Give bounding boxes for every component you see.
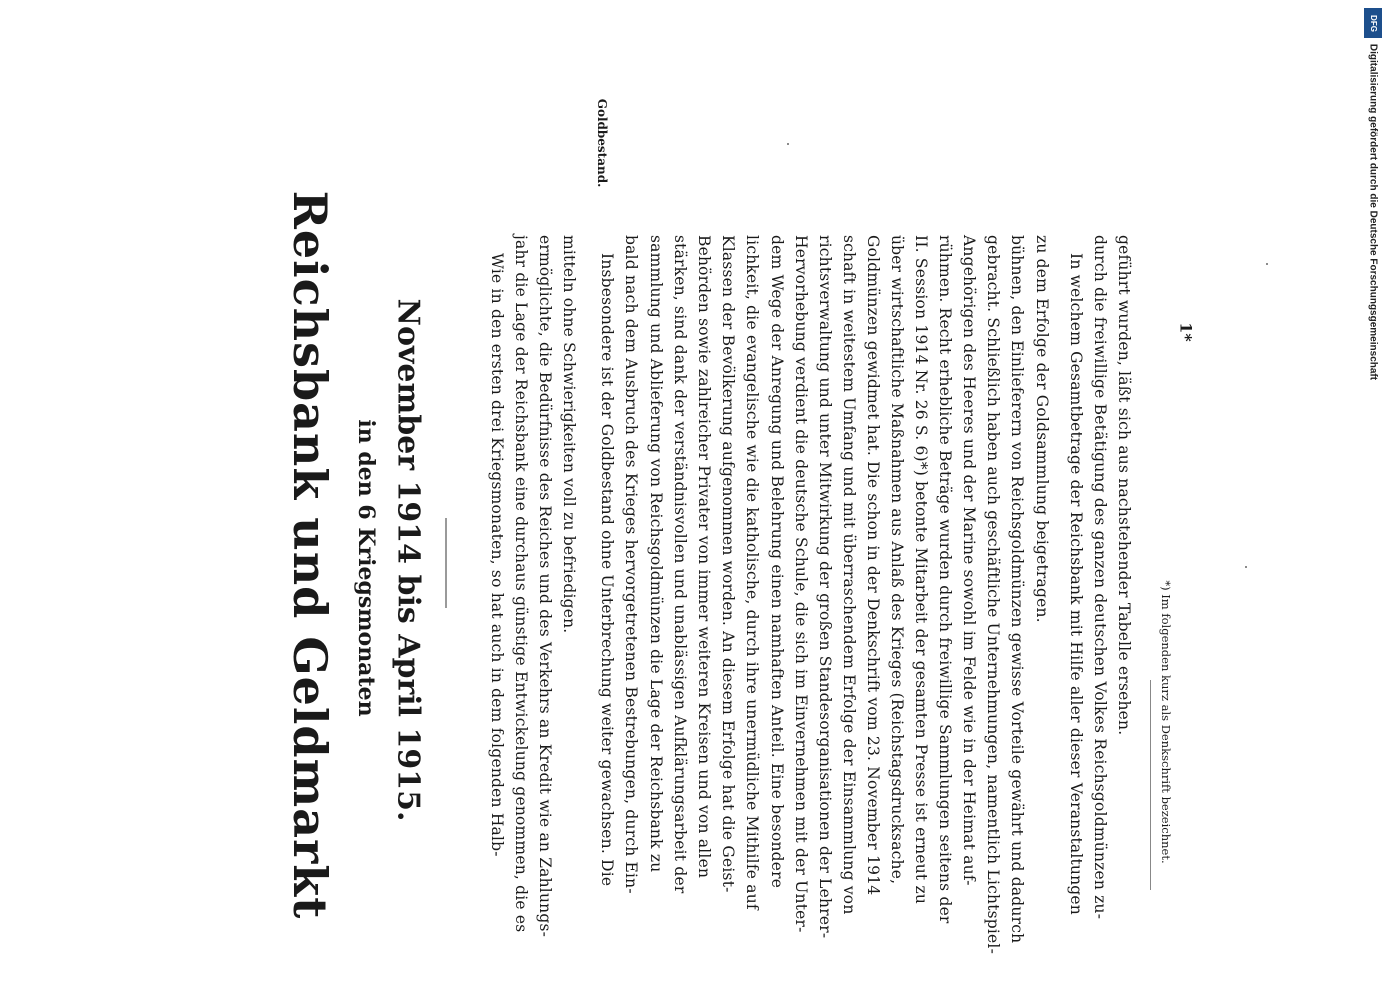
- title-separator: [445, 518, 447, 608]
- body-line: II. Session 1914 Nr. 26 S. 6)*) betonte Mitarbeit der gesamten Presse ist erneut zu: [912, 235, 930, 905]
- body-line: Hervorhebung verdient die deutsche Schule, die sich im Einvernehmen mit der Unter-: [792, 235, 810, 933]
- body-line: Insbesondere ist der Goldbestand ohne Unterbrechung weiter gewachsen. Die: [598, 253, 616, 887]
- body-line: dem Wege der Anregung und Belehrung einen namhaften Anteil. Eine besondere: [768, 235, 786, 889]
- page-title: Reichsbank und Geldmarkt: [283, 190, 337, 920]
- body-line: gebracht. Schließlich haben auch geschäftliche Unternehmungen, namentlich Lichtspiel-: [984, 235, 1002, 955]
- body-line: schaft in weitestem Umfang und mit überraschendem Erfolge der Einsammlung von: [840, 235, 858, 915]
- body-line: lichkeit, die evangelische wie die katholische, durch ihre unermüdliche Mithilfe auf: [743, 235, 761, 910]
- body-line: mitteln ohne Schwierigkeiten voll zu befriedigen.: [560, 235, 578, 634]
- body-line: Wie in den ersten drei Kriegsmonaten, so hat auch in dem folgenden Halb-: [488, 253, 506, 857]
- body-line: bald nach dem Ausbruch des Krieges hervorgetretenen Bestrebungen, durch Ein-: [622, 235, 640, 894]
- page-subtitle: in den 6 Kriegsmonaten: [353, 419, 379, 717]
- body-line: durch die freiwillige Betätigung des ganzen deutschen Volkes Reichsgoldmünzen zu-: [1091, 235, 1109, 920]
- body-line: sammlung und Ablieferung von Reichsgoldmünzen die Lage der Reichsbank zu: [647, 235, 665, 873]
- funding-note: Digitalisierung gefördert durch die Deutsche Forschungsgemeinschaft: [1367, 43, 1379, 381]
- margin-note: Goldbestand.: [595, 98, 609, 188]
- body-line: richtsverwaltung und unter Mitwirkung der großen Standesorganisationen der Lehrer-: [816, 235, 834, 939]
- footnote-separator: [1150, 680, 1151, 890]
- body-line: Goldmünzen gewidmet hat. Die schon in der Denkschrift vom 23. November 1914: [864, 235, 882, 896]
- body-line: geführt wurden, läßt sich aus nachstehender Tabelle ersehen.: [1115, 235, 1133, 736]
- footnote: *) Im folgenden kurz als Denkschrift bezeichnet.: [1159, 580, 1173, 864]
- scan-speck: [787, 143, 789, 145]
- date-range: November 1914 bis April 1915.: [390, 298, 426, 822]
- page-number: 1*: [1176, 322, 1196, 342]
- body-line: stärken, sind dank der verständnisvollen und unablässigen Aufklärungsarbeit der: [671, 235, 689, 894]
- dfg-logo-text: DFG: [1368, 14, 1378, 32]
- body-line: zu dem Erfolge der Goldsammlung beigetragen.: [1033, 235, 1051, 623]
- body-line: ermöglichte, die Bedürfnisse des Reiches und des Verkehrs an Kredit wie an Zahlungs-: [536, 235, 554, 938]
- body-line: Angehörigen des Heeres und der Marine sowohl im Felde wie in der Heimat auf-: [960, 235, 978, 886]
- body-line: Behörden sowie zahlreicher Privater von immer weiteren Kreisen und von allen: [695, 235, 713, 879]
- scan-speck: [1245, 566, 1247, 568]
- body-line: über wirtschaftliche Maßnahmen aus Anlaß des Krieges (Reichstagsdrucksache,: [888, 235, 906, 885]
- body-line: rühmen. Recht erhebliche Beträge wurden durch freiwillige Sammlungen seitens der: [936, 235, 954, 924]
- dfg-logo: [1364, 8, 1382, 38]
- body-line: bühnen, den Einlieferern von Reichsgoldmünzen gewisse Vorteile gewährt und dadurch: [1008, 235, 1026, 944]
- scan-speck: [1266, 263, 1268, 265]
- body-line: In welchem Gesamtbetrage der Reichsbank mit Hilfe aller dieser Veranstaltungen: [1067, 253, 1085, 915]
- body-line: Klassen der Bevölkerung aufgenommen worden. An diesem Erfolge hat die Geist-: [719, 235, 737, 893]
- body-line: jahr die Lage der Reichsbank eine durchaus günstige Entwickelung genommen, die es: [512, 235, 530, 933]
